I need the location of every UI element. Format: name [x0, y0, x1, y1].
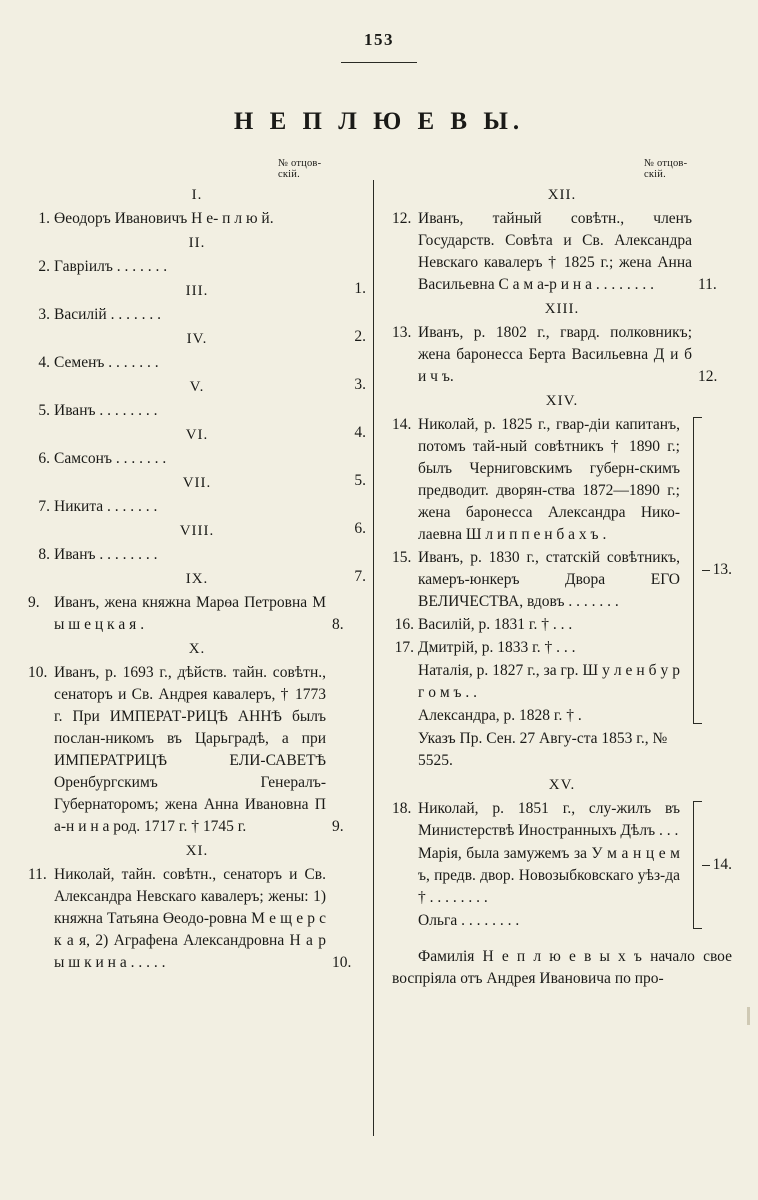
entry-reference: 2. — [354, 327, 366, 345]
list-item — [392, 547, 732, 613]
list-item — [28, 592, 366, 636]
entry-text: Гаврiилъ . . . . . . . — [54, 257, 168, 275]
entry-text: Наталiя, р. 1827 г., за гр. Ш у л е н б у р г о м ъ . . — [418, 661, 680, 701]
decree-text: Указъ Пр. Сен. 27 Авгу-ста 1853 г., № 5525. — [418, 729, 668, 769]
entry-text: Өеодоръ Ивановичъ Н е- п л ю й. — [54, 209, 274, 227]
entry-text: Никита . . . . . . . — [54, 497, 158, 515]
list-item — [28, 352, 366, 393]
generation-heading: X. — [188, 640, 206, 657]
entry-text: Семенъ . . . . . . . — [54, 353, 159, 371]
generation-heading: XII. — [547, 186, 577, 203]
entry-number: 6. — [38, 449, 50, 467]
decree-note — [392, 728, 732, 772]
entry-text: Иванъ . . . . . . . . — [54, 545, 158, 563]
page-edge-mark — [747, 1007, 750, 1025]
two-column-body — [0, 158, 758, 1143]
left-column-header-line2: скiй. — [278, 169, 300, 181]
entry-number: 16. — [394, 615, 414, 633]
list-item — [392, 414, 732, 546]
entry-number: 9. — [28, 593, 40, 611]
header-rule — [341, 62, 417, 63]
entry-text: Дмитрiй, р. 1833 г. † . . . — [418, 638, 576, 656]
entry-reference: 8. — [332, 615, 344, 633]
column-divider — [373, 180, 374, 1136]
entry-reference: 11. — [698, 275, 717, 293]
left-column — [28, 158, 366, 975]
entry-text: Иванъ, жена княжна Марөа Петровна М ы ш е ц к а я . — [54, 593, 326, 633]
entry-text: Иванъ, тайный совѣтн., членъ Государств. Совѣта и Св. Александра Невскаго кавалеръ † 1825 г.; жена Анна Васильевна С а м а-р и н а . . . . . . . . — [418, 209, 692, 293]
generation-heading: VII. — [182, 474, 212, 491]
entry-number: 4. — [38, 353, 50, 371]
grouped-entries-15 — [392, 798, 732, 932]
entry-reference: 7. — [354, 567, 366, 585]
entry-number: 14. — [392, 415, 412, 433]
generation-heading: XI. — [185, 842, 209, 859]
entry-reference: 4. — [354, 423, 366, 441]
list-item — [28, 662, 366, 838]
entry-reference: 12. — [698, 367, 718, 385]
generation-heading: V. — [189, 378, 205, 395]
entry-number: 12. — [392, 209, 412, 227]
closing-note — [392, 946, 732, 990]
entry-text: Николай, тайн. совѣтн., сенаторъ и Св. Александра Невскаго кавалеръ; жены: 1) княжна Татьяна Өеодо-ровна М е щ е р с к а я, 2) Аграфена Александровна Н а р ы ш к и н а . . . . . — [54, 865, 326, 971]
grouped-entries-14 — [392, 414, 732, 727]
right-column-header-line1: № отцов- — [644, 158, 688, 169]
list-item — [392, 208, 732, 296]
entry-text: Иванъ . . . . . . . . — [54, 401, 158, 419]
entry-number: 15. — [392, 548, 412, 566]
entry-reference: 1. — [354, 279, 366, 297]
left-column-header — [278, 158, 340, 181]
left-column-header-line1: № отцов- — [278, 158, 322, 169]
entry-reference: 10. — [332, 953, 352, 971]
entry-text: Иванъ, р. 1693 г., дѣйств. тайн. совѣтн., сенаторъ и Св. Андрея кавалеръ, † 1773 г. При ИМПЕРАТ-РИЦѢ АННѢ былъ послан-никомъ въ Царьградѣ, а при ИМПЕРАТРИЦѢ ЕЛИ-САВЕТѢ Оренбургскимъ Генералъ-Губернаторомъ; жена Анна Ивановна П а-н и н а род. 1717 г. † 1745 г. — [54, 663, 326, 835]
entry-number: 7. — [38, 497, 50, 515]
group-reference: 13. — [712, 561, 732, 579]
list-item — [392, 614, 732, 636]
entry-number: 17. — [394, 638, 414, 656]
entry-text: Николай, р. 1825 г., гвар-дiи капитанъ, потомъ тай-ный совѣтникъ † 1890 г.; былъ Черниговскимъ губерн-скимъ предводит. дворян-ства 1872—1890 г.; жена баронесса Александра Нико-лаевна Ш л и п п е н б а х ъ . — [418, 415, 680, 543]
page-number: 153 — [364, 30, 394, 49]
list-item — [392, 322, 732, 388]
entry-number: 5. — [38, 401, 50, 419]
generation-heading: II. — [188, 234, 206, 251]
list-item — [392, 843, 732, 909]
group-reference: 14. — [712, 855, 732, 873]
entry-text: Самсонъ . . . . . . . — [54, 449, 167, 467]
entry-text: Василiй . . . . . . . — [54, 305, 161, 323]
list-item — [392, 705, 732, 727]
entry-text: Иванъ, р. 1830 г., статскiй совѣтникъ, камеръ-юнкеръ Двора ЕГО ВЕЛИЧЕСТВА, вдовъ . . . . . . . — [418, 548, 680, 610]
list-item — [392, 910, 732, 932]
right-column-header — [644, 158, 706, 181]
list-item — [28, 208, 366, 230]
entry-text: Василiй, р. 1831 г. † . . . — [418, 615, 573, 633]
list-item — [28, 864, 366, 974]
entry-reference: 5. — [354, 471, 366, 489]
note-text: Фамилiя Н е п л ю е в ы х ъ начало свое воспрiяла отъ Андрея Ивановича по про- — [392, 947, 732, 987]
entry-reference: 6. — [354, 519, 366, 537]
generation-heading: I. — [191, 186, 203, 203]
generation-heading: XIV. — [545, 392, 579, 409]
entry-number: 8. — [38, 545, 50, 563]
entry-number: 3. — [38, 305, 50, 323]
generation-heading: XIII. — [544, 300, 580, 317]
entry-text: Александра, р. 1828 г. † . — [418, 706, 582, 724]
generation-heading: III. — [185, 282, 209, 299]
entry-text: Ольга . . . . . . . . — [418, 911, 520, 929]
list-item — [392, 637, 732, 659]
entry-text: Николай, р. 1851 г., слу-жилъ въ Министерствѣ Иностранныхъ Дѣлъ . . . — [418, 799, 680, 839]
page-title: Н Е П Л Ю Е В Ы. — [233, 108, 525, 135]
generation-heading: VIII. — [179, 522, 215, 539]
entry-number: 18. — [392, 799, 412, 817]
right-column — [392, 158, 732, 990]
generation-heading: IV. — [186, 330, 208, 347]
entry-number: 10. — [28, 663, 48, 681]
entry-number: 2. — [38, 257, 50, 275]
list-item — [392, 798, 732, 842]
entry-text: Иванъ, р. 1802 г., гвард. полковникъ; жена баронесса Берта Васильевна Д и б и ч ъ. — [418, 323, 692, 385]
list-item — [392, 660, 732, 704]
entry-text: Марiя, была замужемъ за У м а н ц е м ъ, предв. двор. Новозыбковскаго уѣз-да † . . . . . . . . — [418, 844, 680, 906]
entry-number: 1. — [38, 209, 50, 227]
entry-reference: 3. — [354, 375, 366, 393]
entry-number: 13. — [392, 323, 412, 341]
generation-heading: XV. — [548, 776, 576, 793]
entry-reference: 9. — [332, 817, 344, 835]
entry-number: 11. — [28, 865, 47, 883]
right-column-header-line2: скiй. — [644, 169, 666, 181]
generation-heading: IX. — [185, 570, 209, 587]
generation-heading: VI. — [185, 426, 209, 443]
